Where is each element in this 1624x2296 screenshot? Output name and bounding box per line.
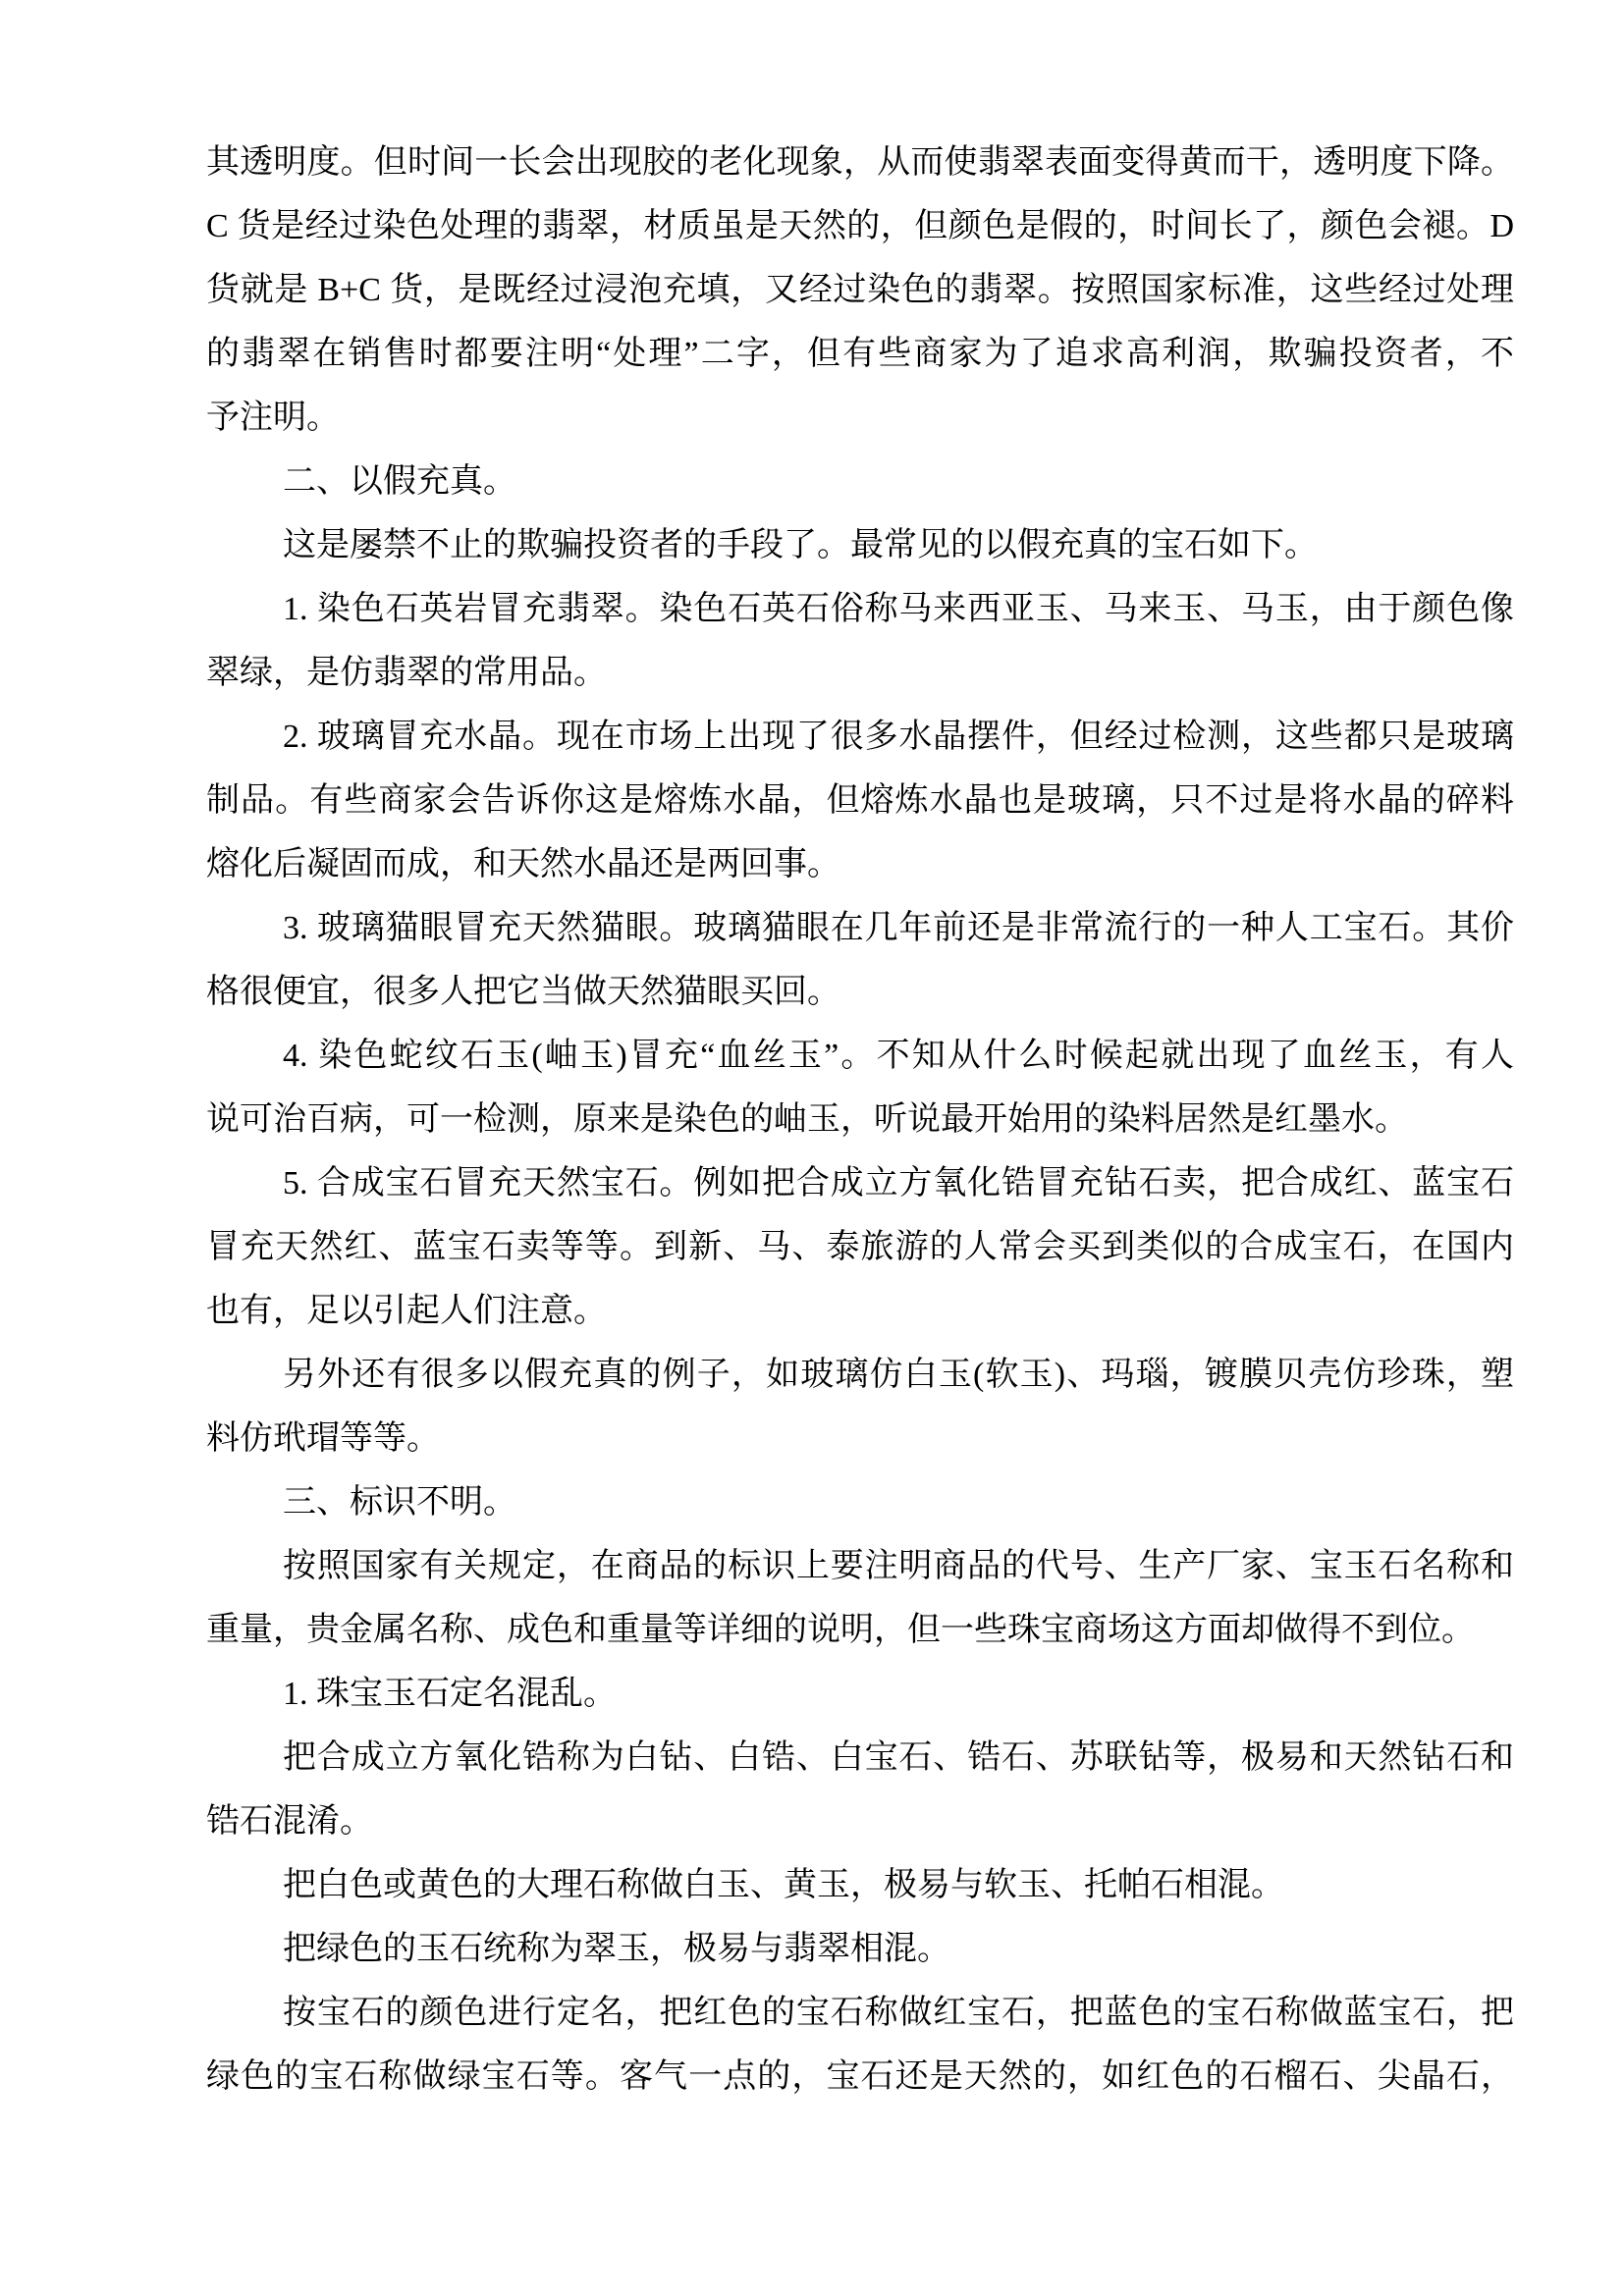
text-line: 三、标识不明。 — [283, 1484, 516, 1521]
text-line: 1. 珠宝玉石定名混乱。 — [283, 1676, 617, 1712]
text-line: 予注明。 — [206, 400, 340, 436]
text-line: 料仿玳瑁等等。 — [206, 1420, 440, 1457]
text-line: 另外还有很多以假充真的例子，如玻璃仿白玉(软玉)、玛瑙，镀膜贝壳仿珍珠，塑 — [283, 1357, 1514, 1393]
text-line: 格很便宜，很多人把它当做天然猫眼买回。 — [206, 974, 840, 1010]
text-line: 3. 玻璃猫眼冒充天然猫眼。玻璃猫眼在几年前还是非常流行的一种人工宝石。其价 — [283, 910, 1514, 946]
text-line: 锆石混淆。 — [206, 1803, 373, 1840]
text-line: 按照国家有关规定，在商品的标识上要注明商品的代号、生产厂家、宝玉石名称和 — [283, 1548, 1514, 1584]
text-line: 4. 染色蛇纹石玉(岫玉)冒充“血丝玉”。不知从什么时候起就出现了血丝玉，有人 — [283, 1038, 1514, 1074]
text-line: 绿色的宝石称做绿宝石等。客气一点的，宝石还是天然的，如红色的石榴石、尖晶石， — [206, 2058, 1514, 2095]
text-line: 把合成立方氧化锆称为白钻、白锆、白宝石、锆石、苏联钻等，极易和天然钻石和 — [283, 1739, 1514, 1776]
text-line: 把绿色的玉石统称为翠玉，极易与翡翠相混。 — [283, 1931, 950, 1967]
text-line: 熔化后凝固而成，和天然水晶还是两回事。 — [206, 846, 840, 882]
text-line: 2. 玻璃冒充水晶。现在市场上出现了很多水晶摆件，但经过检测，这些都只是玻璃 — [283, 719, 1514, 755]
text-line: 也有，足以引起人们注意。 — [206, 1293, 607, 1329]
text-line: 制品。有些商家会告诉你这是熔炼水晶，但熔炼水晶也是玻璃，只不过是将水晶的碎料 — [206, 782, 1514, 819]
text-line: 货就是 B+C 货，是既经过浸泡充填，又经过染色的翡翠。按照国家标准，这些经过处理 — [206, 272, 1514, 308]
text-line: 其透明度。但时间一长会出现胶的老化现象，从而使翡翠表面变得黄而干，透明度下降。 — [206, 144, 1514, 181]
text-line: 二、以假充真。 — [283, 463, 516, 500]
text-line: 这是屡禁不止的欺骗投资者的手段了。最常见的以假充真的宝石如下。 — [283, 527, 1318, 563]
text-line: 冒充天然红、蓝宝石卖等等。到新、马、泰旅游的人常会买到类似的合成宝石，在国内 — [206, 1229, 1514, 1265]
text-line: 说可治百病，可一检测，原来是染色的岫玉，听说最开始用的染料居然是红墨水。 — [206, 1101, 1408, 1138]
text-line: 翠绿，是仿翡翠的常用品。 — [206, 655, 607, 691]
text-line: 重量，贵金属名称、成色和重量等详细的说明，但一些珠宝商场这方面却做得不到位。 — [206, 1612, 1475, 1648]
text-line: 把白色或黄色的大理石称做白玉、黄玉，极易与软玉、托帕石相混。 — [283, 1867, 1284, 1903]
text-block — [206, 131, 1514, 2109]
text-line: 按宝石的颜色进行定名，把红色的宝石称做红宝石，把蓝色的宝石称做蓝宝石，把 — [283, 1995, 1514, 2031]
text-line: C 货是经过染色处理的翡翠，材质虽是天然的，但颜色是假的，时间长了，颜色会褪。D — [206, 208, 1514, 244]
text-line: 5. 合成宝石冒充天然宝石。例如把合成立方氧化锆冒充钻石卖，把合成红、蓝宝石 — [283, 1165, 1514, 1201]
text-line: 的翡翠在销售时都要注明“处理”二字，但有些商家为了追求高利润，欺骗投资者，不 — [206, 336, 1514, 372]
text-line: 1. 染色石英岩冒充翡翠。染色石英石俗称马来西亚玉、马来玉、马玉，由于颜色像 — [283, 591, 1514, 627]
